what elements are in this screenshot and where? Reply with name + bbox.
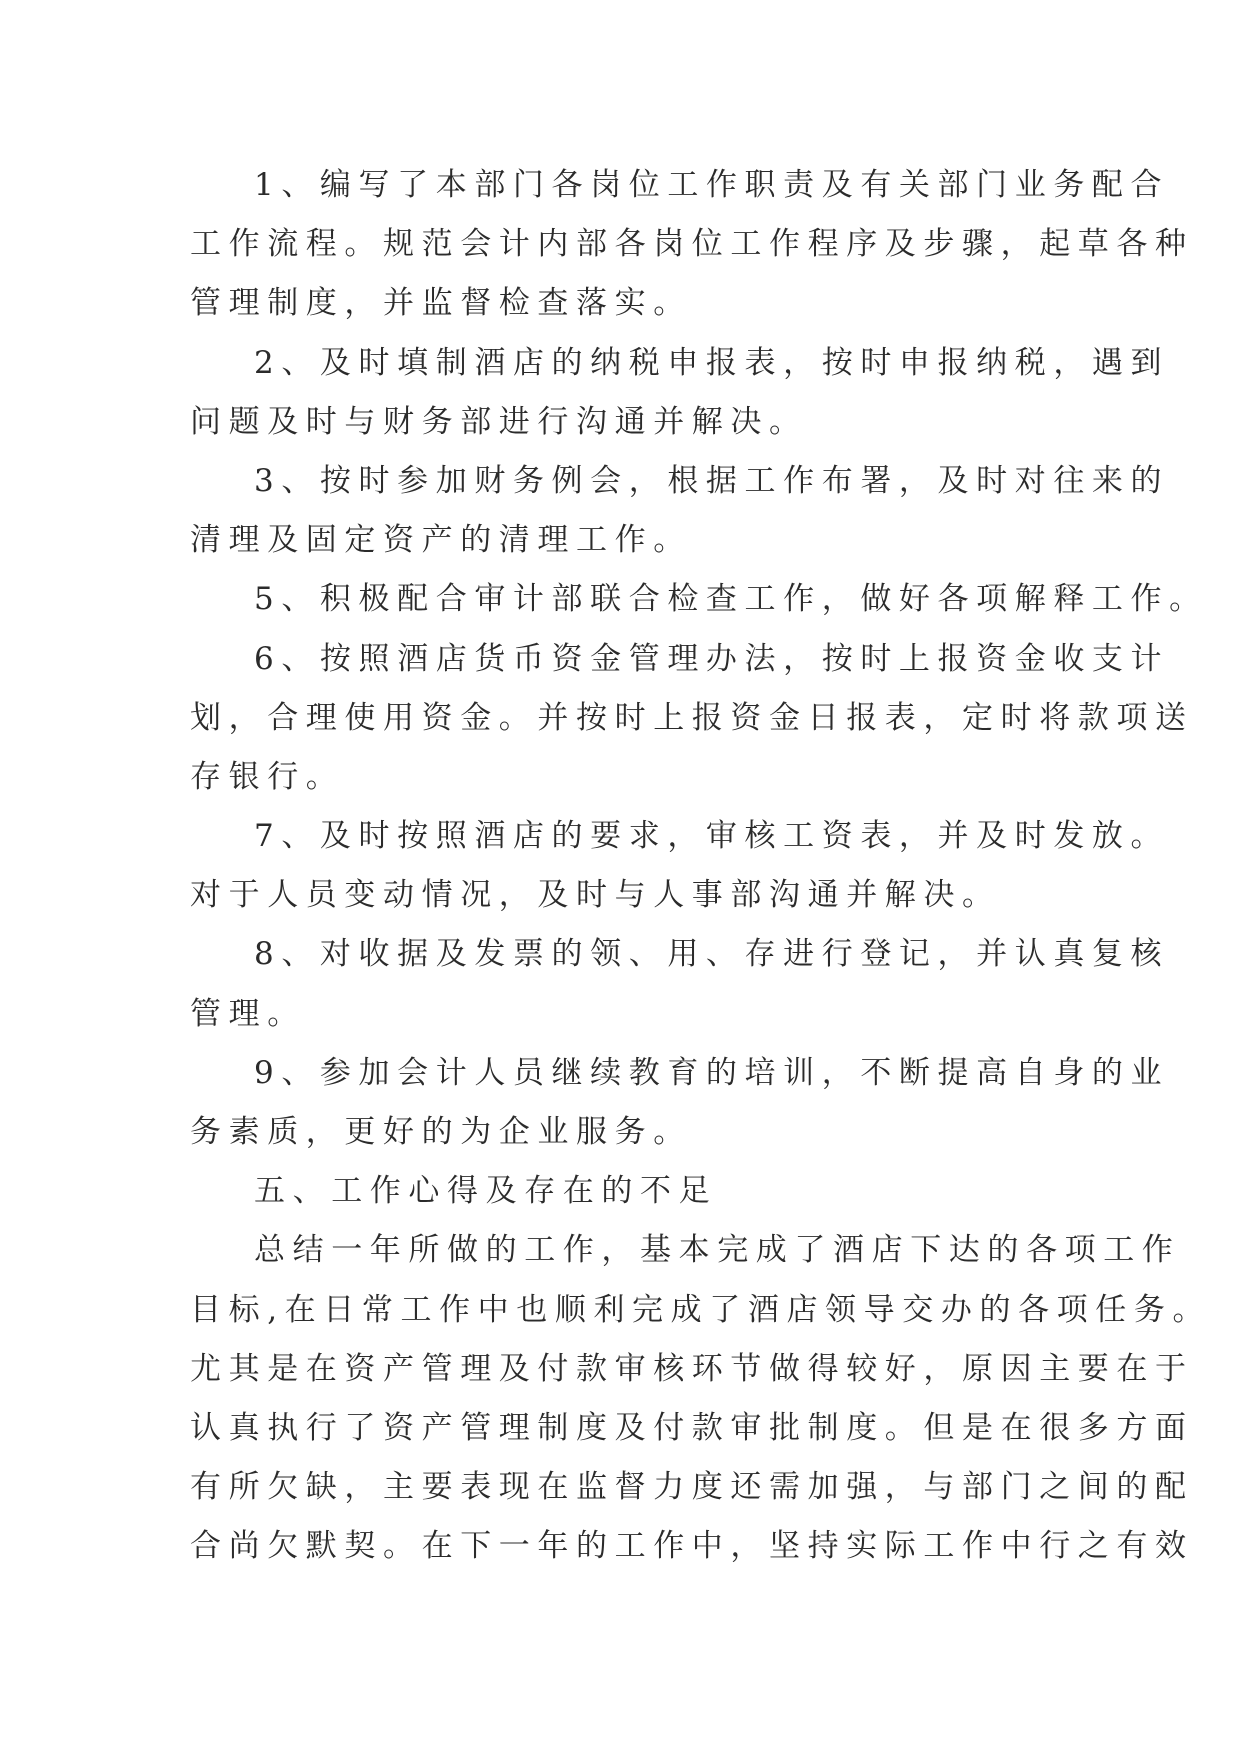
text-line: 有所欠缺，主要表现在监督力度还需加强，与部门之间的配 [190,1469,1194,1506]
text-line: 尤其是在资产管理及付款审核环节做得较好，原因主要在于 [190,1350,1194,1387]
text-line: 9、参加会计人员继续教育的培训，不断提高自身的业 [254,1054,1170,1091]
text-line: 对于人员变动情况，及时与人事部沟通并解决。 [190,877,1001,914]
text-line: 2、及时填制酒店的纳税申报表，按时申报纳税，遇到 [254,344,1170,381]
text-line: 7、及时按照酒店的要求，审核工资表，并及时发放。 [254,818,1170,855]
text-line: 3、按时参加财务例会，根据工作布署，及时对往来的 [254,462,1170,499]
text-line: 管理。 [190,995,306,1032]
text-line: 务素质，更好的为企业服务。 [190,1114,692,1150]
text-line: 6、按照酒店货币资金管理办法，按时上报资金收支计 [254,640,1170,677]
text-line: 工作流程。规范会计内部各岗位工作程序及步骤，起草各种 [190,226,1194,263]
text-line: 总结一年所做的工作，基本完成了酒店下达的各项工作 [254,1232,1181,1269]
text-line: 认真执行了资产管理制度及付款审批制度。但是在很多方面 [190,1409,1194,1446]
text-line: 划，合理使用资金。并按时上报资金日报表，定时将款项送 [190,699,1194,736]
text-line: 5、积极配合审计部联合检查工作，做好各项解释工作。 [254,581,1208,618]
text-line: 合尚欠默契。在下一年的工作中，坚持实际工作中行之有效 [190,1528,1194,1565]
text-line: 目标,在日常工作中也顺利完成了酒店领导交办的各项任务。 [190,1291,1212,1328]
text-line: 8、对收据及发票的领、用、存进行登记，并认真复核 [254,936,1170,973]
text-line: 1、编写了本部门各岗位工作职责及有关部门业务配合 [254,167,1170,203]
text-line: 存银行。 [190,758,345,795]
text-line: 管理制度，并监督检查落实。 [190,285,692,322]
text-line: 五、工作心得及存在的不足 [254,1173,718,1210]
text-line: 问题及时与财务部进行沟通并解决。 [190,403,808,440]
text-line: 清理及固定资产的清理工作。 [190,522,692,559]
document-body [190,156,1212,1577]
